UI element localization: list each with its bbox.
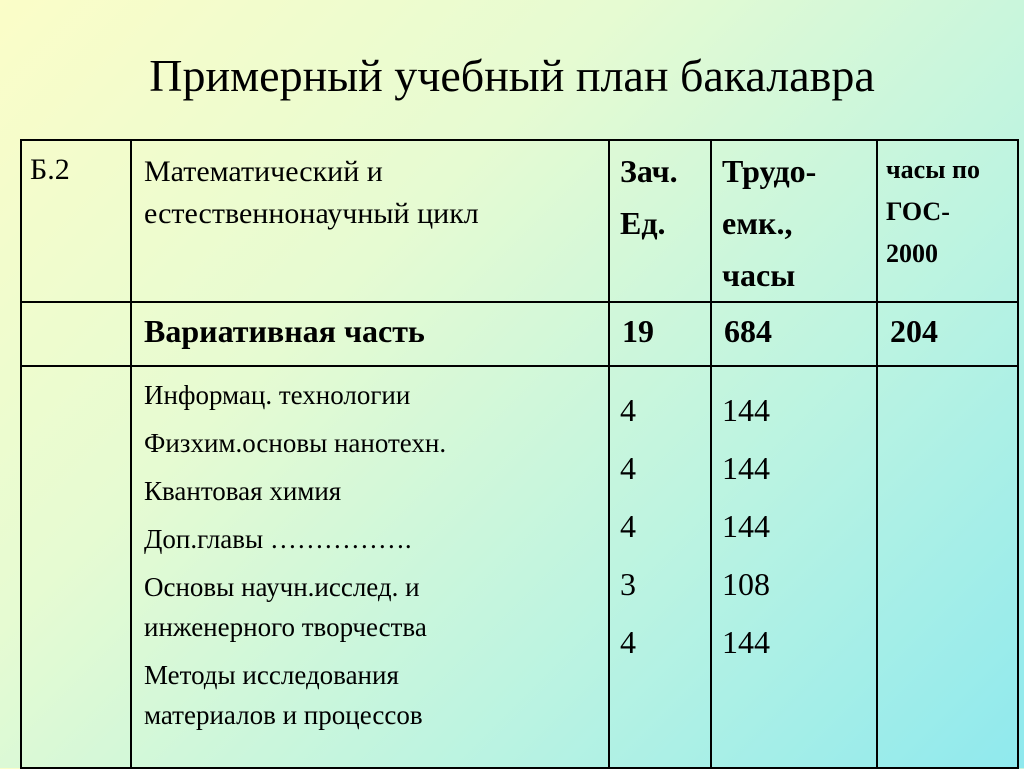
list-item	[144, 655, 608, 735]
slide-title: Примерный учебный план бакалавра	[149, 50, 875, 101]
course-list	[132, 367, 608, 735]
header-code-cell	[21, 140, 131, 302]
variative-code-cell	[21, 302, 131, 366]
credits-value: 3	[620, 566, 636, 602]
course-name-cont: инженерного творчества	[144, 612, 427, 642]
cycle-name-line: естественнонаучный цикл	[144, 197, 479, 230]
course-name: Квантовая химия	[144, 476, 342, 506]
cycle-name-line: Математический и	[144, 155, 383, 188]
courses-names-cell	[131, 366, 609, 768]
courses-row	[21, 366, 1018, 768]
header-credits-cell	[609, 140, 711, 302]
curriculum-table	[20, 139, 1019, 769]
variative-credits-cell	[609, 302, 711, 366]
variative-label: Вариативная часть	[144, 313, 425, 349]
credits-value: 4	[620, 450, 636, 486]
table-header-row	[21, 140, 1018, 302]
hours-header-line: Трудо-	[722, 153, 817, 189]
hours-value: 144	[722, 392, 770, 428]
gos-header-line: часы по	[886, 155, 980, 184]
hours-header-line: емк.,	[722, 205, 793, 241]
variative-label-cell	[131, 302, 609, 366]
course-name: Основы научн.исслед. и	[144, 572, 420, 602]
hours-header	[712, 141, 876, 301]
courses-credits-cell	[609, 366, 711, 768]
hours-value: 144	[722, 508, 770, 544]
cycle-name	[132, 141, 608, 235]
list-item	[144, 375, 608, 415]
credits-value: 4	[620, 508, 636, 544]
credits-value: 4	[620, 392, 636, 428]
gos-hours-header	[878, 141, 1017, 275]
header-hours-cell	[711, 140, 877, 302]
cycle-code: Б.2	[30, 153, 70, 186]
header-gos-cell	[877, 140, 1018, 302]
hours-value: 108	[722, 566, 770, 602]
course-name-cont: материалов и процессов	[144, 700, 423, 730]
list-item	[144, 567, 608, 647]
hours-list	[712, 367, 876, 671]
variative-gos-hours: 204	[890, 313, 938, 349]
credits-list	[610, 367, 710, 671]
credits-header-line: Ед.	[620, 205, 666, 241]
hours-value: 144	[722, 450, 770, 486]
course-name: Физхим.основы нанотехн.	[144, 428, 447, 458]
variative-credits: 19	[622, 313, 654, 349]
list-item	[144, 519, 608, 559]
course-name: Доп.главы …………….	[144, 524, 412, 554]
list-item	[144, 423, 608, 463]
course-name: Информац. технологии	[144, 380, 411, 410]
list-item	[144, 471, 608, 511]
variative-row	[21, 302, 1018, 366]
variative-gos-cell	[877, 302, 1018, 366]
course-name: Методы исследования	[144, 660, 399, 690]
courses-gos-cell	[877, 366, 1018, 768]
credits-value: 4	[620, 624, 636, 660]
courses-code-cell	[21, 366, 131, 768]
gos-header-line: ГОС-	[886, 197, 950, 226]
courses-hours-cell	[711, 366, 877, 768]
header-cycle-cell	[131, 140, 609, 302]
hours-header-line: часы	[722, 257, 796, 293]
hours-value: 144	[722, 624, 770, 660]
credits-header	[610, 141, 710, 249]
credits-header-line: Зач.	[620, 153, 678, 189]
variative-hours-cell	[711, 302, 877, 366]
variative-hours: 684	[724, 313, 772, 349]
gos-header-line: 2000	[886, 239, 938, 268]
